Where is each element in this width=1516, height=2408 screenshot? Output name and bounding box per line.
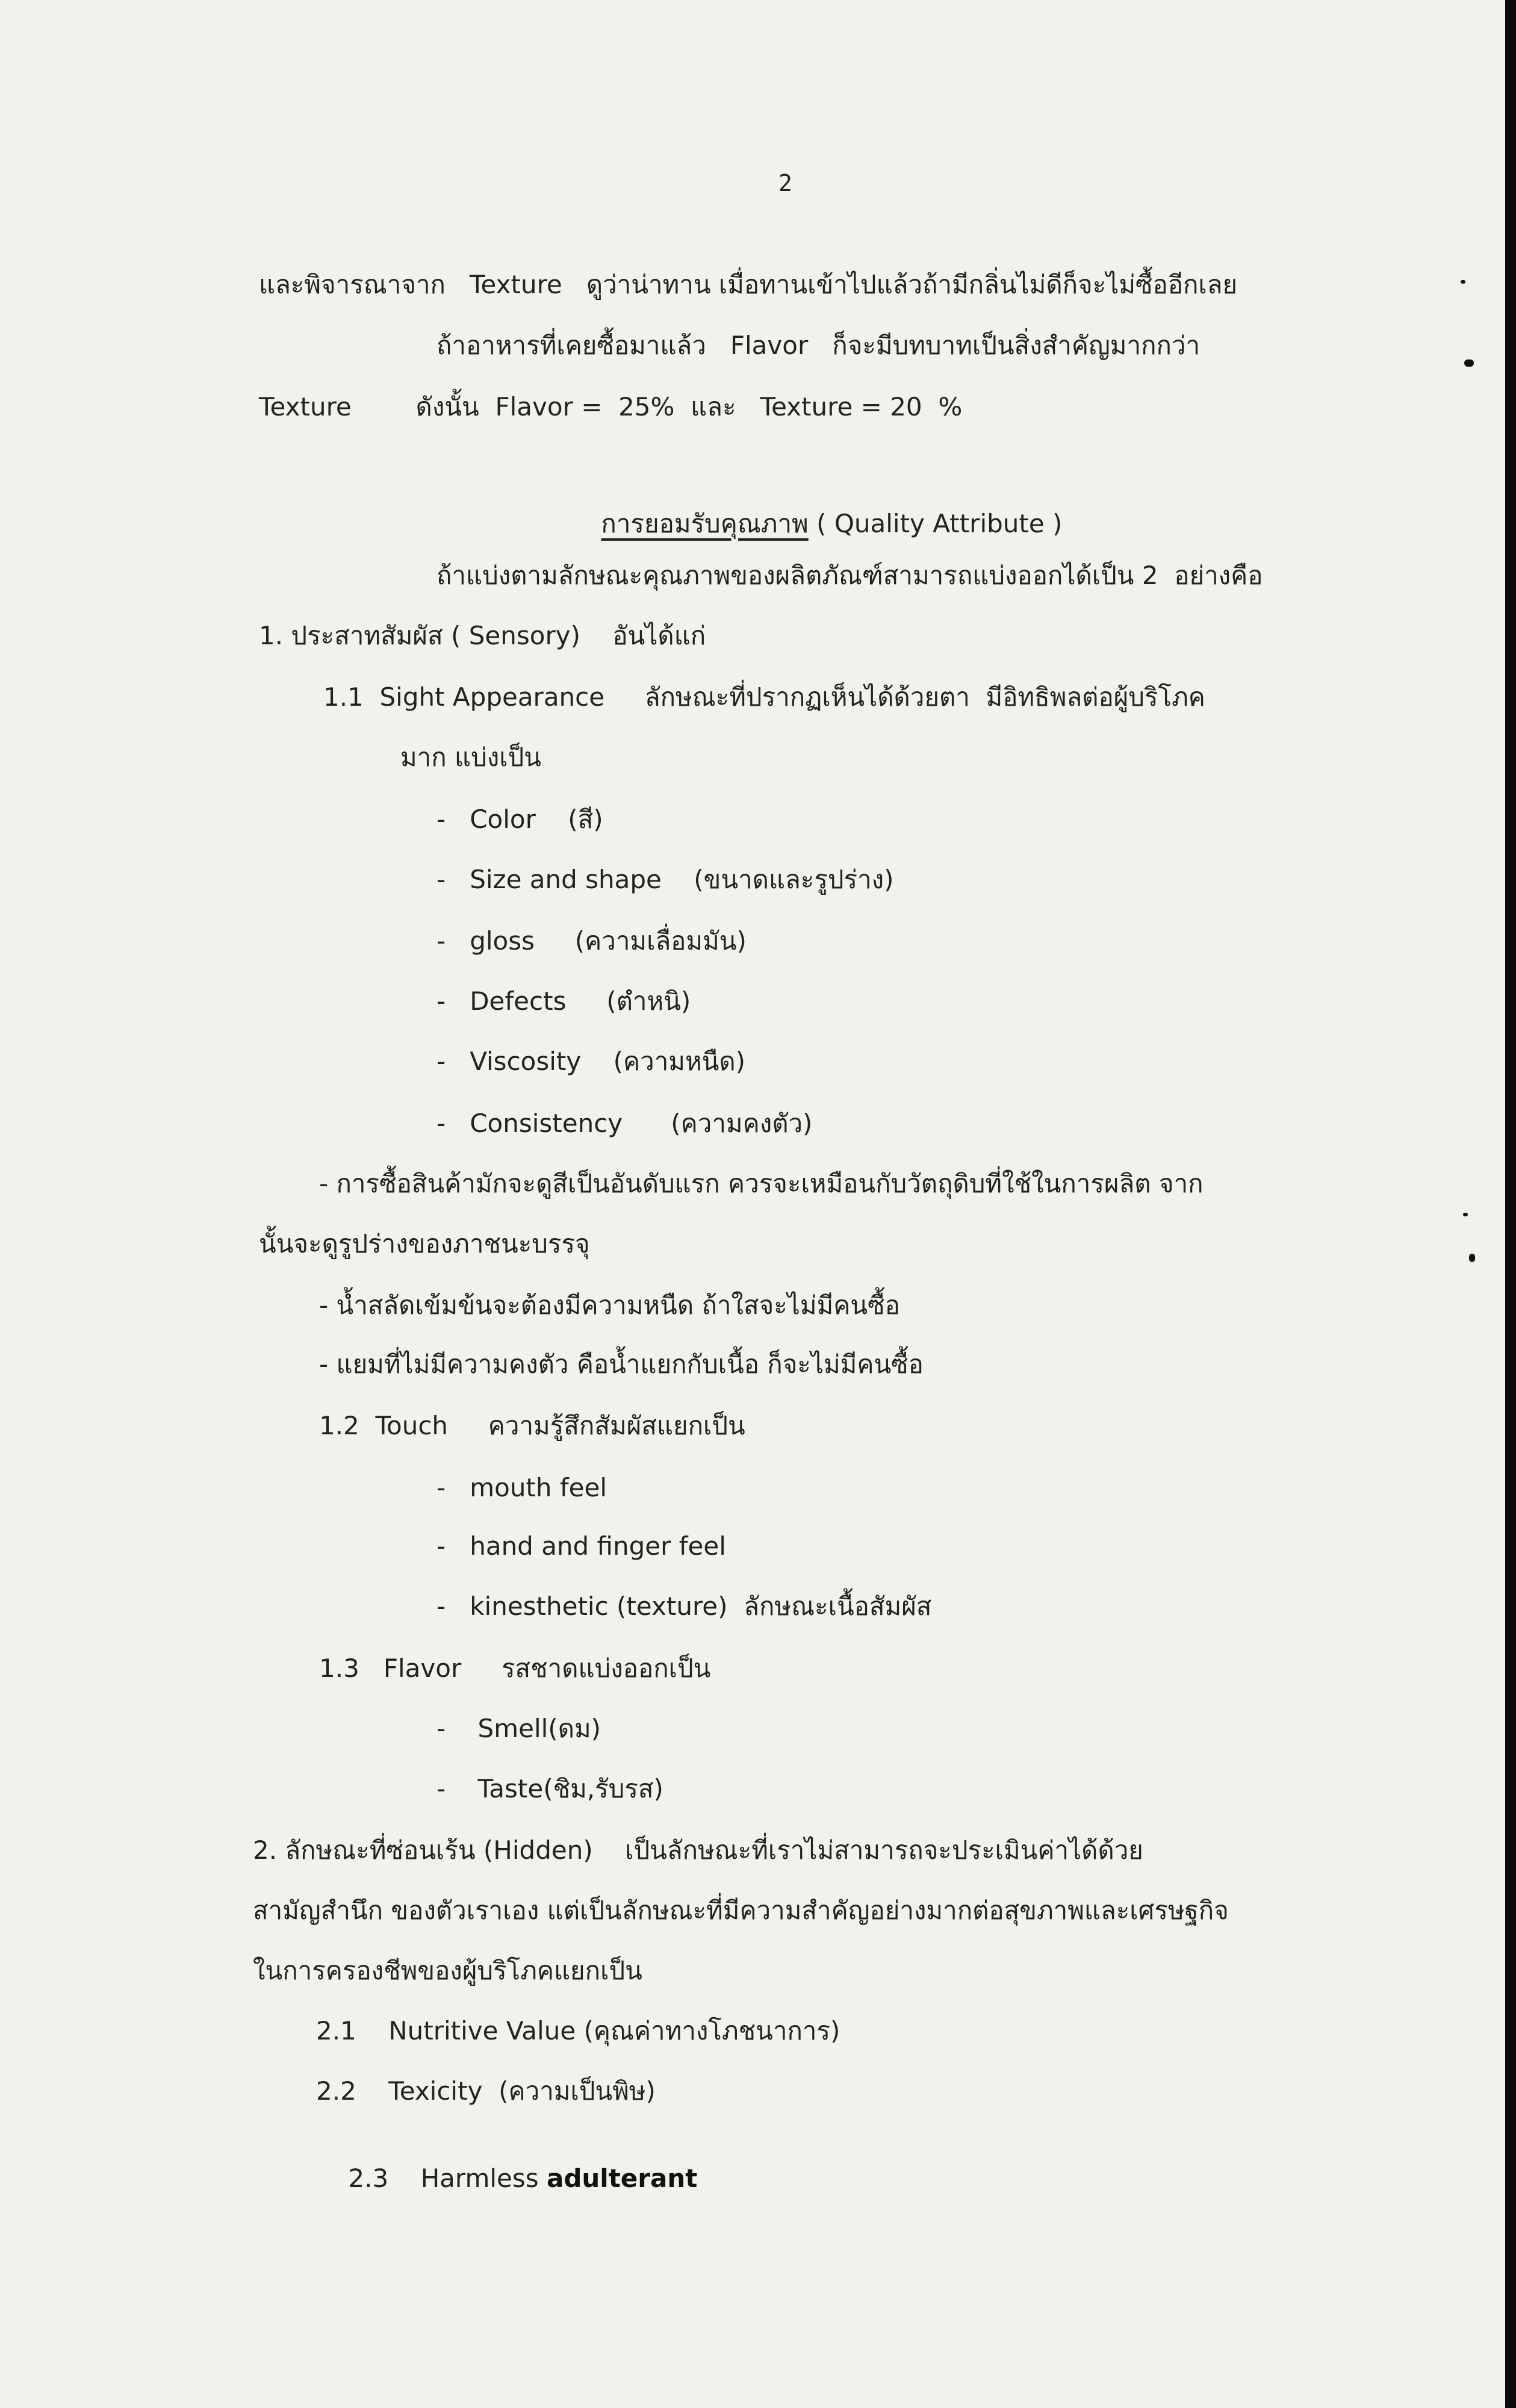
list-item: - kinesthetic (texture) ลักษณะเนื้อสัมผัส [436,1591,932,1621]
scan-mark [1461,280,1465,284]
list-item-bold-text: adulterant [547,2164,698,2193]
list-item: - mouth feel [436,1473,607,1502]
list-item: - hand and finger feel [436,1531,726,1561]
text-line: มาก แบ่งเป็น [400,742,542,772]
list-item: - Color (สี) [436,804,603,834]
text-line: ถ้าแบ่งตามลักษณะคุณภาพของผลิตภัณฑ์สามารถแบ่งออกได้เป็น 2 อย่างคือ [436,561,1263,590]
text-line: และพิจารณาจาก Texture ดูว่าน่าทาน เมื่อทานเข้าไปแล้วถ้ามีกลิ่นไม่ดีก็จะไม่ซื้ออีกเลย [259,270,1238,299]
heading-thai: การยอมรับคุณภาพ [601,509,809,538]
scan-mark [1469,1254,1475,1262]
heading-english: ( Quality Attribute ) [808,509,1063,538]
list-item: 2.2 Texicity (ความเป็นพิษ) [316,2076,656,2106]
list-item: - Viscosity (ความหนืด) [436,1047,746,1076]
text-line: Texture ดังนั้น Flavor = 25% และ Texture = 20 % [259,392,963,422]
page-number: 2 [778,170,792,196]
text-line: 1. ประสาทสัมผัส ( Sensory) อันได้แก่ [259,621,706,650]
list-item: - gloss (ความเลื่อมมัน) [436,926,747,956]
list-item: 2.1 Nutritive Value (คุณค่าทางโภชนาการ) [316,2016,840,2046]
text-line: - น้ำสลัดเข้มข้นจะต้องมีความหนืด ถ้าใสจะไม่มีคนซื้อ [319,1290,900,1320]
scan-mark [1463,1213,1468,1216]
text-line: สามัญสำนึก ของตัวเราเอง แต่เป็นลักษณะที่มีความสำคัญอย่างมากต่อสุขภาพและเศรษฐกิจ [253,1896,1229,1925]
text-line: 1.1 Sight Appearance ลักษณะที่ปรากฏเห็นได้ด้วยตา มีอิทธิพลต่อผู้บริโภค [323,682,1205,712]
text-line: 1.2 Touch ความรู้สึกสัมผัสแยกเป็น [319,1411,745,1440]
text-line: - แยมที่ไม่มีความคงตัว คือน้ำแยกกับเนื้อ ก็จะไม่มีคนซื้อ [319,1349,924,1379]
text-line: นั้นจะดูรูปร่างของภาชนะบรรจุ [259,1229,590,1258]
list-item: - Size and shape (ขนาดและรูปร่าง) [436,865,894,894]
list-item-text: 2.3 Harmless [348,2164,547,2193]
scan-mark [1464,359,1474,367]
list-item: - Defects (ตำหนิ) [436,986,691,1016]
list-item: - Consistency (ความคงตัว) [436,1109,813,1138]
text-line: ในการครองชีพของผู้บริโภคแยกเป็น [253,1956,642,1985]
text-line: 1.3 Flavor รสชาดแบ่งออกเป็น [319,1654,711,1683]
text-line: - การซื้อสินค้ามักจะดูสีเป็นอันดับแรก ควรจะเหมือนกับวัตถุดิบที่ใช้ในการผลิต จาก [319,1169,1204,1198]
text-line: ถ้าอาหารที่เคยซื้อมาแล้ว Flavor ก็จะมีบทบาทเป็นสิ่งสำคัญมากกว่า [436,331,1201,360]
list-item: - Smell(ดม) [436,1714,601,1743]
list-item: - Taste(ชิม,รับรส) [436,1774,663,1803]
list-item [316,2141,697,2217]
section-heading [569,486,1062,562]
text-line: 2. ลักษณะที่ซ่อนเร้น (Hidden) เป็นลักษณะที่เราไม่สามารถจะประเมินค่าได้ด้วย [253,1835,1143,1865]
